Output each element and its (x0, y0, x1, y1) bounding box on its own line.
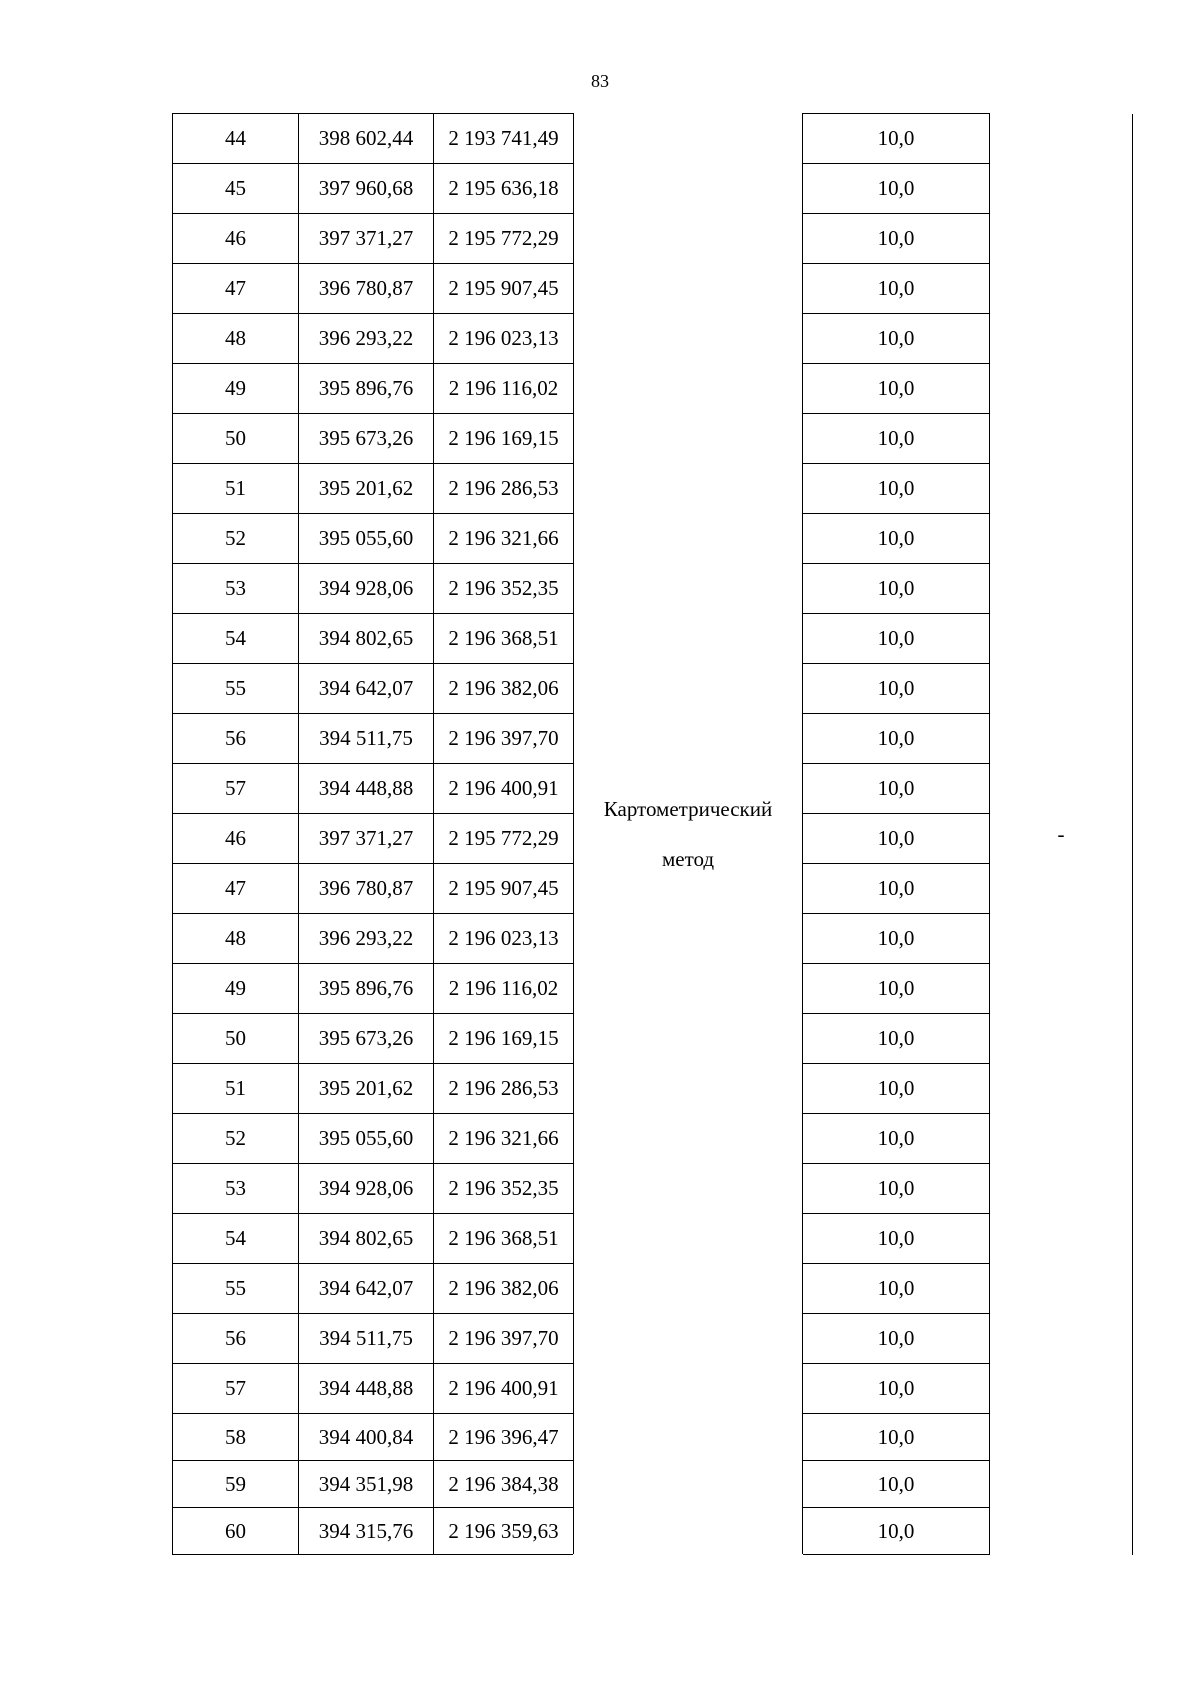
coordinate-x-cell: 395 201,62 (299, 464, 434, 514)
coordinate-y-cell: 2 196 116,02 (434, 364, 574, 414)
accuracy-cell: 10,0 (803, 614, 990, 664)
coordinate-x-cell: 395 055,60 (299, 514, 434, 564)
point-number-cell: 56 (173, 1314, 299, 1364)
coordinate-x-cell: 394 448,88 (299, 1364, 434, 1414)
accuracy-cell: 10,0 (803, 914, 990, 964)
point-number-cell: 48 (173, 914, 299, 964)
coordinate-x-cell: 394 400,84 (299, 1414, 434, 1461)
coordinate-y-cell: 2 195 636,18 (434, 164, 574, 214)
note-cell: - (990, 114, 1133, 1555)
coordinate-x-cell: 395 055,60 (299, 1114, 434, 1164)
coordinate-y-cell: 2 195 772,29 (434, 214, 574, 264)
coordinate-x-cell: 394 802,65 (299, 614, 434, 664)
coordinate-x-cell: 396 293,22 (299, 314, 434, 364)
point-number-cell: 47 (173, 864, 299, 914)
coordinate-y-cell: 2 195 907,45 (434, 864, 574, 914)
accuracy-cell: 10,0 (803, 714, 990, 764)
point-number-cell: 59 (173, 1461, 299, 1508)
coordinate-y-cell: 2 195 772,29 (434, 814, 574, 864)
coordinate-y-cell: 2 196 359,63 (434, 1508, 574, 1555)
accuracy-cell: 10,0 (803, 114, 990, 164)
coordinate-y-cell: 2 196 400,91 (434, 764, 574, 814)
coordinate-y-cell: 2 196 169,15 (434, 1014, 574, 1064)
coordinate-x-cell: 397 371,27 (299, 214, 434, 264)
point-number-cell: 46 (173, 214, 299, 264)
point-number-cell: 52 (173, 514, 299, 564)
accuracy-cell: 10,0 (803, 764, 990, 814)
coordinate-y-cell: 2 196 396,47 (434, 1414, 574, 1461)
accuracy-cell: 10,0 (803, 1164, 990, 1214)
point-number-cell: 52 (173, 1114, 299, 1164)
table-row (173, 114, 1133, 164)
coordinate-y-cell: 2 196 352,35 (434, 1164, 574, 1214)
coordinate-x-cell: 394 448,88 (299, 764, 434, 814)
coordinate-y-cell: 2 196 116,02 (434, 964, 574, 1014)
coordinate-y-cell: 2 196 321,66 (434, 1114, 574, 1164)
accuracy-cell: 10,0 (803, 1064, 990, 1114)
coordinate-y-cell: 2 196 384,38 (434, 1461, 574, 1508)
point-number-cell: 58 (173, 1414, 299, 1461)
accuracy-cell: 10,0 (803, 1314, 990, 1364)
coordinate-y-cell: 2 193 741,49 (434, 114, 574, 164)
coordinate-x-cell: 397 371,27 (299, 814, 434, 864)
coordinate-x-cell: 394 802,65 (299, 1214, 434, 1264)
point-number-cell: 53 (173, 1164, 299, 1214)
point-number-cell: 44 (173, 114, 299, 164)
coordinate-y-cell: 2 196 169,15 (434, 414, 574, 464)
point-number-cell: 46 (173, 814, 299, 864)
accuracy-cell: 10,0 (803, 164, 990, 214)
accuracy-cell: 10,0 (803, 414, 990, 464)
coordinate-y-cell: 2 196 368,51 (434, 614, 574, 664)
point-number-cell: 49 (173, 364, 299, 414)
accuracy-cell: 10,0 (803, 864, 990, 914)
coordinate-x-cell: 394 511,75 (299, 714, 434, 764)
point-number-cell: 55 (173, 1264, 299, 1314)
coordinate-x-cell: 394 642,07 (299, 664, 434, 714)
coordinate-y-cell: 2 195 907,45 (434, 264, 574, 314)
accuracy-cell: 10,0 (803, 364, 990, 414)
point-number-cell: 54 (173, 614, 299, 664)
accuracy-cell: 10,0 (803, 214, 990, 264)
accuracy-cell: 10,0 (803, 664, 990, 714)
accuracy-cell: 10,0 (803, 1264, 990, 1314)
coordinate-x-cell: 395 896,76 (299, 364, 434, 414)
accuracy-cell: 10,0 (803, 1114, 990, 1164)
coordinate-x-cell: 394 351,98 (299, 1461, 434, 1508)
coordinates-table (172, 113, 1133, 1555)
accuracy-cell: 10,0 (803, 964, 990, 1014)
point-number-cell: 53 (173, 564, 299, 614)
point-number-cell: 57 (173, 1364, 299, 1414)
method-line-1: Картометрический (603, 796, 773, 821)
point-number-cell: 50 (173, 1014, 299, 1064)
coordinate-y-cell: 2 196 382,06 (434, 664, 574, 714)
coordinate-y-cell: 2 196 382,06 (434, 1264, 574, 1314)
coordinate-x-cell: 395 673,26 (299, 1014, 434, 1064)
point-number-cell: 51 (173, 464, 299, 514)
accuracy-cell: 10,0 (803, 814, 990, 864)
coordinate-y-cell: 2 196 286,53 (434, 464, 574, 514)
coordinate-y-cell: 2 196 352,35 (434, 564, 574, 614)
method-cell (574, 114, 803, 1555)
accuracy-cell: 10,0 (803, 1461, 990, 1508)
page-number: 83 (591, 71, 609, 91)
coordinate-x-cell: 396 293,22 (299, 914, 434, 964)
point-number-cell: 45 (173, 164, 299, 214)
accuracy-cell: 10,0 (803, 1014, 990, 1064)
point-number-cell: 50 (173, 414, 299, 464)
coordinate-x-cell: 398 602,44 (299, 114, 434, 164)
coordinate-x-cell: 397 960,68 (299, 164, 434, 214)
point-number-cell: 49 (173, 964, 299, 1014)
point-number-cell: 60 (173, 1508, 299, 1555)
point-number-cell: 47 (173, 264, 299, 314)
point-number-cell: 51 (173, 1064, 299, 1114)
coordinate-y-cell: 2 196 023,13 (434, 314, 574, 364)
accuracy-cell: 10,0 (803, 314, 990, 364)
coordinate-y-cell: 2 196 368,51 (434, 1214, 574, 1264)
coordinate-x-cell: 396 780,87 (299, 864, 434, 914)
point-number-cell: 56 (173, 714, 299, 764)
accuracy-cell: 10,0 (803, 514, 990, 564)
coordinate-x-cell: 394 315,76 (299, 1508, 434, 1555)
coordinate-y-cell: 2 196 397,70 (434, 1314, 574, 1364)
point-number-cell: 57 (173, 764, 299, 814)
coordinate-x-cell: 395 201,62 (299, 1064, 434, 1114)
accuracy-cell: 10,0 (803, 1414, 990, 1461)
point-number-cell: 55 (173, 664, 299, 714)
accuracy-cell: 10,0 (803, 1508, 990, 1555)
coordinate-x-cell: 394 928,06 (299, 564, 434, 614)
method-line-2: метод (661, 846, 715, 871)
coordinate-x-cell: 395 896,76 (299, 964, 434, 1014)
point-number-cell: 48 (173, 314, 299, 364)
coordinate-x-cell: 396 780,87 (299, 264, 434, 314)
coordinate-x-cell: 394 928,06 (299, 1164, 434, 1214)
accuracy-cell: 10,0 (803, 564, 990, 614)
coordinates-table-body (173, 114, 1133, 1555)
coordinate-y-cell: 2 196 321,66 (434, 514, 574, 564)
accuracy-cell: 10,0 (803, 1364, 990, 1414)
coordinate-x-cell: 394 642,07 (299, 1264, 434, 1314)
accuracy-cell: 10,0 (803, 464, 990, 514)
coordinate-y-cell: 2 196 397,70 (434, 714, 574, 764)
coordinate-x-cell: 394 511,75 (299, 1314, 434, 1364)
coordinate-y-cell: 2 196 400,91 (434, 1364, 574, 1414)
coordinate-y-cell: 2 196 023,13 (434, 914, 574, 964)
coordinate-x-cell: 395 673,26 (299, 414, 434, 464)
accuracy-cell: 10,0 (803, 264, 990, 314)
coordinate-y-cell: 2 196 286,53 (434, 1064, 574, 1114)
point-number-cell: 54 (173, 1214, 299, 1264)
accuracy-cell: 10,0 (803, 1214, 990, 1264)
